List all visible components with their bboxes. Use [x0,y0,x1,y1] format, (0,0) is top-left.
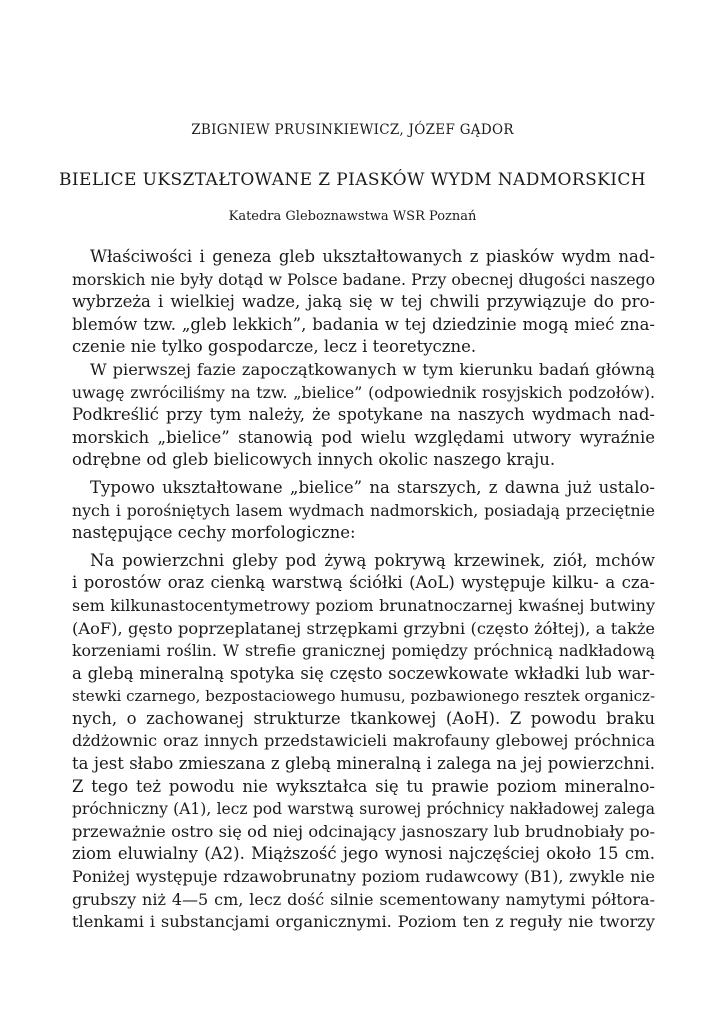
text-line: Podkreślić przy tym należy, że spotykane na naszych wydmach nad- [72,405,655,425]
text-line: uwagę zwróciliśmy na tzw. „bielice” (odpowiednik rosyjskich podzołów). [72,382,655,402]
text-line: (AoF), gęsto poprzeplatanej strzępkami grzybni (często żółtej), a także [72,618,655,638]
text-line: i porostów oraz cienką warstwą ściółki (AoL) występuje kilku- a cza- [72,573,655,593]
paragraph [72,477,655,545]
text-line: Na powierzchni gleby pod żywą pokrywą krzewinek, ziół, mchów [90,550,655,570]
affiliation: Katedra Gleboznawstwa WSR Poznań [228,209,477,224]
text-line: wybrzeża i wielkiej wadze, jaką się w tej chwili przywiązuje do pro- [72,292,655,312]
text-line: następujące cechy morfologiczne: [72,523,356,543]
paragraph [72,246,655,359]
text-line: ziom eluwialny (A2). Miąższość jego wynosi najczęściej około 15 cm. [72,844,655,864]
text-line: Z tego też powodu nie wykształca się tu prawie poziom mineralno- [72,776,655,796]
text-line: stewki czarnego, bezpostaciowego humusu, pozbawionego resztek organicz- [72,687,655,706]
body-text [72,246,655,934]
text-line: dżdżownic oraz innych przedstawicieli makrofauny glebowej próchnica [72,731,655,751]
text-line: morskich nie były dotąd w Polsce badane. Przy obecnej długości naszego [72,269,655,289]
authors: ZBIGNIEW PRUSINKIEWICZ, JÓZEF GĄDOR [191,122,514,138]
text-line: tlenkami i substancjami organicznymi. Poziom ten z reguły nie tworzy [72,912,655,932]
text-line: nych i porośniętych lasem wydmach nadmorskich, posiadają przeciętnie [72,500,655,520]
text-line: przeważnie ostro się od niej odcinający jasnoszary lub brudnobiały po- [72,821,655,841]
text-line: próchniczny (A1), lecz pod warstwą surowej próchnicy nakładowej zalega [72,800,655,819]
text-line: Właściwości i geneza gleb ukształtowanych z piasków wydm nad- [90,247,655,266]
text-line: a glebą mineralną spotyka się często soczewkowate wkładki lub war- [72,663,655,683]
text-line: korzeniami roślin. W strefie granicznej pomiędzy próchnicą nadkładową [72,641,655,661]
paragraph [72,359,655,472]
text-line: blemów tzw. „gleb lekkich”, badania w tej dziedzinie mogą mieć zna- [72,314,655,334]
text-line: nych, o zachowanej strukturze tkankowej (AoH). Z powodu braku [72,708,655,728]
text-line: czenie nie tylko gospodarcze, lecz i teoretyczne. [72,337,477,357]
text-line: grubszy niż 4—5 cm, lecz dość silnie scementowany namytymi półtora- [72,889,655,909]
paragraph [72,550,655,934]
text-line: Poniżej występuje rdzawobrunatny poziom rudawcowy (B1), zwykle nie [72,867,655,887]
text-line: sem kilkunastocentymetrowy poziom brunatnoczarnej kwaśnej butwiny [72,595,655,615]
text-line: Typowo ukształtowane „bielice” na starszych, z dawna już ustalo- [90,477,655,497]
text-line: W pierwszej fazie zapoczątkowanych w tym kierunku badań główną [90,359,655,379]
article-title: BIELICE UKSZTAŁTOWANE Z PIASKÓW WYDM NADMORSKICH [59,170,646,190]
text-line: ta jest słabo zmieszana z glebą mineralną i zalega na jej powierzchni. [72,754,655,774]
text-line: odrębne od gleb bielicowych innych okolic naszego kraju. [72,450,556,470]
text-line: morskich „bielice” stanowią pod wielu względami utwory wyraźnie [72,427,655,447]
